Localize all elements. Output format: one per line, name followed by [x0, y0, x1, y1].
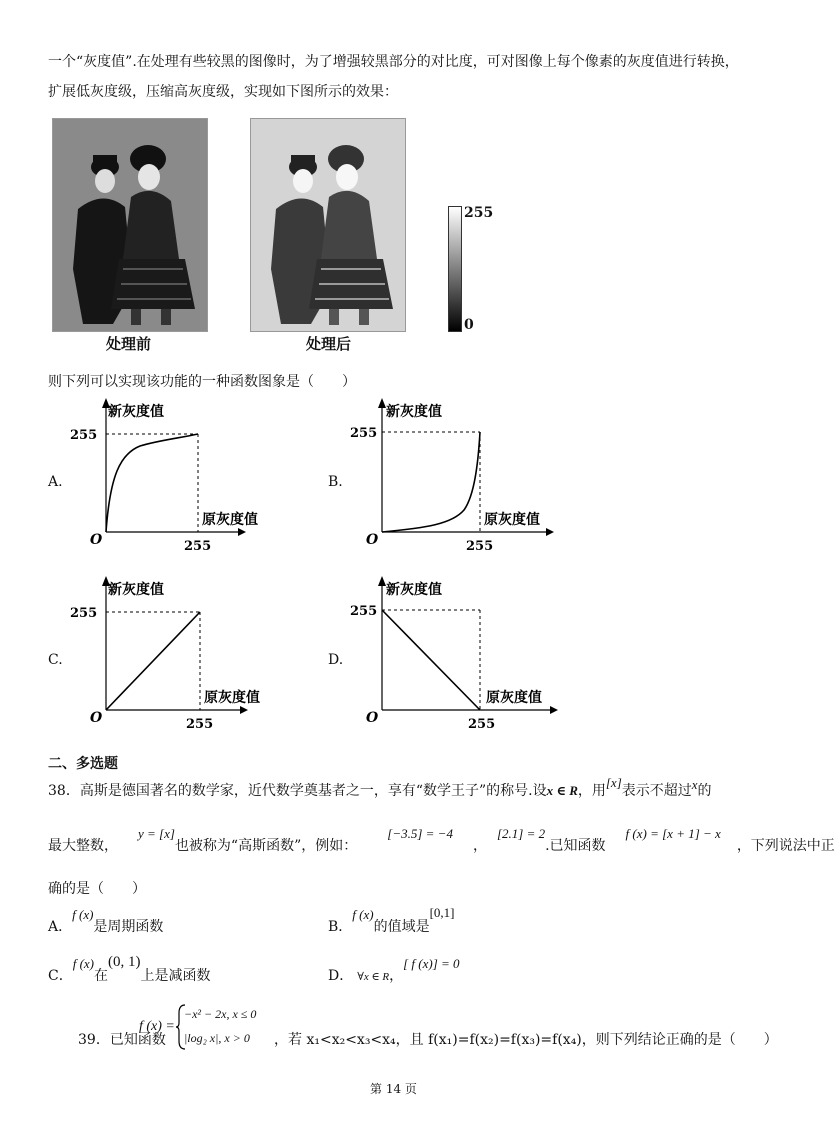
- q38-option-b-text: 的值域是: [373, 919, 430, 935]
- option-d-letter[interactable]: D.: [328, 652, 344, 668]
- q38-line-2: [48, 826, 835, 856]
- option-b-letter[interactable]: B.: [328, 474, 343, 490]
- q38-option-c-text-1: 在: [94, 968, 109, 984]
- intro-line-1: 一个“灰度值”.在处理有些较黑的图像时，为了增强较黑部分的对比度，可对图像上每个像素的灰度值进行转换，: [48, 54, 739, 70]
- grayscale-bar: [448, 206, 462, 332]
- q38-option-a-expr: f (x): [72, 907, 94, 922]
- x-axis-label: 原灰度值: [484, 512, 540, 528]
- y-tick-label: 255: [70, 428, 98, 443]
- q38-line-3: 确的是（ ）: [48, 881, 146, 897]
- q39-piece-2: |log₂ x|, x > 0: [184, 1031, 250, 1045]
- photo-after-illustration: [251, 119, 405, 331]
- q38-text-2a: 最大整数，: [48, 838, 118, 854]
- photo-before-illustration: [53, 119, 207, 331]
- y-tick-label: 255: [350, 604, 378, 619]
- y-axis-arrow: [378, 576, 386, 586]
- question-stem: 则下列可以实现该功能的一种函数图象是（ ）: [48, 374, 356, 390]
- q38-x-in-r: x ∈ R: [546, 783, 578, 798]
- y-axis-label: 新灰度值: [386, 404, 442, 420]
- q38-text-2d: ，下列说法中正: [736, 838, 835, 854]
- caption-after: 处理后: [306, 335, 352, 353]
- section-title: 二、多选题: [48, 756, 118, 772]
- q39-func-name: f (x) =: [139, 1019, 175, 1034]
- x-axis-label: 原灰度值: [204, 690, 260, 706]
- q38-text-1c: 表示不超过: [621, 783, 692, 799]
- scale-min-label: 0: [464, 317, 474, 333]
- q38-option-c-text-2: 上是减函数: [140, 968, 211, 984]
- q38-option-a-text: 是周期函数: [93, 919, 164, 935]
- q38-option-d-expr-2: [ f (x)] = 0: [403, 956, 460, 971]
- photo-before: [52, 118, 208, 332]
- graph-option-d: [350, 574, 576, 734]
- q38-option-c-letter: C．: [48, 968, 73, 984]
- x-axis-arrow: [546, 528, 554, 536]
- scale-max-label: 255: [464, 205, 494, 221]
- caption-before: 处理前: [106, 335, 152, 353]
- x-tick-label: 255: [186, 717, 214, 732]
- q38-given-func: f (x) = [x + 1] − x: [625, 826, 721, 841]
- q38-text-1d: 的: [697, 783, 712, 799]
- q38-option-d-comma: ，: [389, 968, 404, 984]
- graph-option-b: [350, 396, 576, 556]
- x-tick-label: 255: [184, 539, 212, 554]
- option-a-letter[interactable]: A.: [48, 474, 63, 490]
- y-axis-label: 新灰度值: [108, 404, 164, 420]
- line-decreasing: [382, 610, 480, 710]
- photo-after: [250, 118, 406, 332]
- q38-text-1b: ，用: [577, 783, 606, 799]
- q38-example-1: [−3.5] = −4: [387, 826, 453, 841]
- q39-condition: ，若 x₁<x₂<x₃<x₄，且 f(x₁)=f(x₂)=f(x₃)=f(x₄)，则下列结论正确的是（ ）: [274, 1032, 778, 1048]
- q39-intro: 39．已知函数: [78, 1032, 166, 1048]
- q38-option-d-expr-1: ∀x ∈ R: [357, 971, 390, 983]
- q38-option-c-expr: f (x): [72, 956, 95, 971]
- q38-option-b-letter: B．: [328, 919, 353, 935]
- graph-option-a: [70, 396, 290, 556]
- curve-log: [106, 434, 198, 532]
- q39-piece-1: −x² − 2x, x ≤ 0: [184, 1007, 257, 1021]
- y-axis-label: 新灰度值: [386, 582, 442, 598]
- q38-option-b[interactable]: [328, 905, 455, 937]
- option-c-letter[interactable]: C.: [48, 652, 63, 668]
- y-axis-label: 新灰度值: [108, 582, 164, 598]
- page-number: 第 14 页: [370, 1082, 417, 1096]
- q38-bracket-x: [x]: [605, 775, 622, 790]
- q38-comma: ，: [472, 838, 487, 854]
- x-axis-arrow: [550, 706, 558, 714]
- q38-text-2c: .已知函数: [545, 838, 606, 854]
- q38-option-b-range: [0,1]: [429, 905, 455, 920]
- x-axis-arrow: [240, 706, 248, 714]
- q38-example-2: [2.1] = 2: [496, 826, 546, 841]
- q38-text-2b: 也被称为“高斯函数”，例如：: [174, 838, 358, 854]
- origin-label: O: [366, 710, 379, 726]
- q38-text-1a: 38．高斯是德国著名的数学家，近代数学奠基者之一，享有“数学王子”的称号.设: [48, 783, 547, 799]
- origin-label: O: [90, 532, 103, 548]
- graph-option-c: [70, 574, 290, 734]
- q38-option-a-letter: A．: [48, 919, 73, 935]
- x-axis-label: 原灰度值: [202, 512, 258, 528]
- q38-gauss-func: y = [x]: [138, 826, 175, 841]
- q38-option-b-expr: f (x): [352, 907, 374, 922]
- q38-option-d-letter: D．: [328, 968, 354, 984]
- q38-line-1: [48, 775, 712, 801]
- line-increasing: [106, 612, 200, 710]
- y-tick-label: 255: [350, 426, 378, 441]
- q38-option-d[interactable]: [328, 956, 460, 987]
- x-tick-label: 255: [468, 717, 496, 732]
- x-axis-arrow: [238, 528, 246, 536]
- x-axis-label: 原灰度值: [486, 690, 542, 706]
- curve-exp: [382, 432, 480, 532]
- q38-option-c-interval: (0, 1): [108, 954, 141, 970]
- y-axis-arrow: [378, 398, 386, 408]
- q38-option-c[interactable]: [48, 954, 211, 986]
- q38-x-var: x: [691, 777, 698, 792]
- y-tick-label: 255: [70, 606, 98, 621]
- origin-label: O: [366, 532, 379, 548]
- origin-label: O: [90, 710, 103, 726]
- x-tick-label: 255: [466, 539, 494, 554]
- intro-line-2: 扩展低灰度级，压缩高灰度级，实现如下图所示的效果：: [48, 84, 398, 100]
- q38-option-a[interactable]: [48, 907, 164, 937]
